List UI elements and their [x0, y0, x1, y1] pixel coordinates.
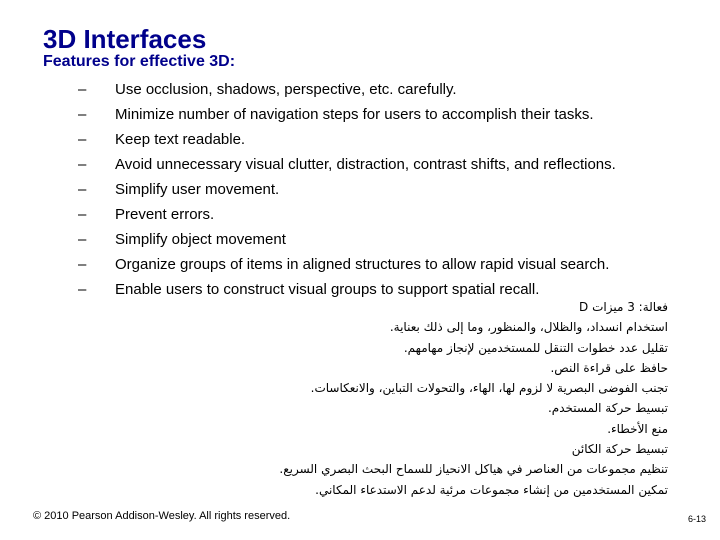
bullet-item: [0, 104, 720, 126]
bullet-text: Prevent errors.: [115, 206, 215, 223]
bullet-item: [0, 79, 720, 101]
arabic-line: تنظيم مجموعات من العناصر في هياكل الانحياز للسماح البحث البصري السريع.: [279, 462, 668, 477]
bullet-dash: –: [78, 106, 87, 123]
arabic-line: تجنب الفوضى البصرية لا لزوم لها، الهاء، والتحولات التباين، والانعكاسات.: [310, 381, 668, 396]
bullet-text: Avoid unnecessary visual clutter, distraction, contrast shifts, and reflections.: [115, 156, 616, 173]
bullet-item: [0, 254, 720, 276]
bullet-dash: –: [78, 131, 87, 148]
arabic-line: تقليل عدد خطوات التنقل للمستخدمين لإنجاز مهامهم.: [403, 340, 668, 355]
bullet-item: [0, 204, 720, 226]
bullet-dash: –: [78, 156, 87, 173]
page-number: 6-13: [687, 514, 706, 524]
arabic-line: تبسيط حركة الكائن: [571, 442, 668, 457]
bullet-text: Keep text readable.: [115, 131, 246, 148]
bullet-item: [0, 129, 720, 151]
bullet-text: Minimize number of navigation steps for users to accomplish their tasks.: [115, 106, 594, 123]
bullet-dash: –: [78, 81, 87, 98]
bullet-text: Enable users to construct visual groups to support spatial recall.: [115, 281, 540, 298]
slide-title: 3D Interfaces: [43, 24, 207, 54]
bullet-text: Organize groups of items in aligned structures to allow rapid visual search.: [115, 256, 610, 273]
arabic-line: حافظ على قراءة النص.: [550, 360, 668, 375]
arabic-line: تبسيط حركة المستخدم.: [547, 401, 668, 416]
bullet-text: Simplify object movement: [115, 231, 286, 248]
bullet-text: Use occlusion, shadows, perspective, etc. carefully.: [115, 81, 457, 98]
bullet-dash: –: [78, 256, 87, 273]
arabic-translation-block: [108, 297, 668, 500]
bullet-dash: –: [78, 181, 87, 198]
bullet-dash: –: [78, 206, 87, 223]
arabic-line: فعالة: 3 ميزات D: [579, 300, 668, 314]
arabic-line: منع الأخطاء.: [607, 421, 668, 436]
arabic-line: تمكين المستخدمين من إنشاء مجموعات مرئية لدعم الاستدعاء المكاني.: [315, 482, 668, 497]
bullet-dash: –: [78, 281, 87, 298]
copyright-footer: © 2010 Pearson Addison-Wesley. All rights reserved.: [33, 510, 291, 522]
bullet-text: Simplify user movement.: [115, 181, 280, 198]
bullet-item: [0, 229, 720, 251]
slide-subtitle: Features for effective 3D:: [43, 53, 236, 70]
arabic-line: استخدام انسداد، والظلال، والمنظور، وما إلى ذلك بعناية.: [389, 320, 668, 335]
bullet-dash: –: [78, 231, 87, 248]
bullet-item: [0, 179, 720, 201]
bullet-item: [0, 154, 720, 176]
